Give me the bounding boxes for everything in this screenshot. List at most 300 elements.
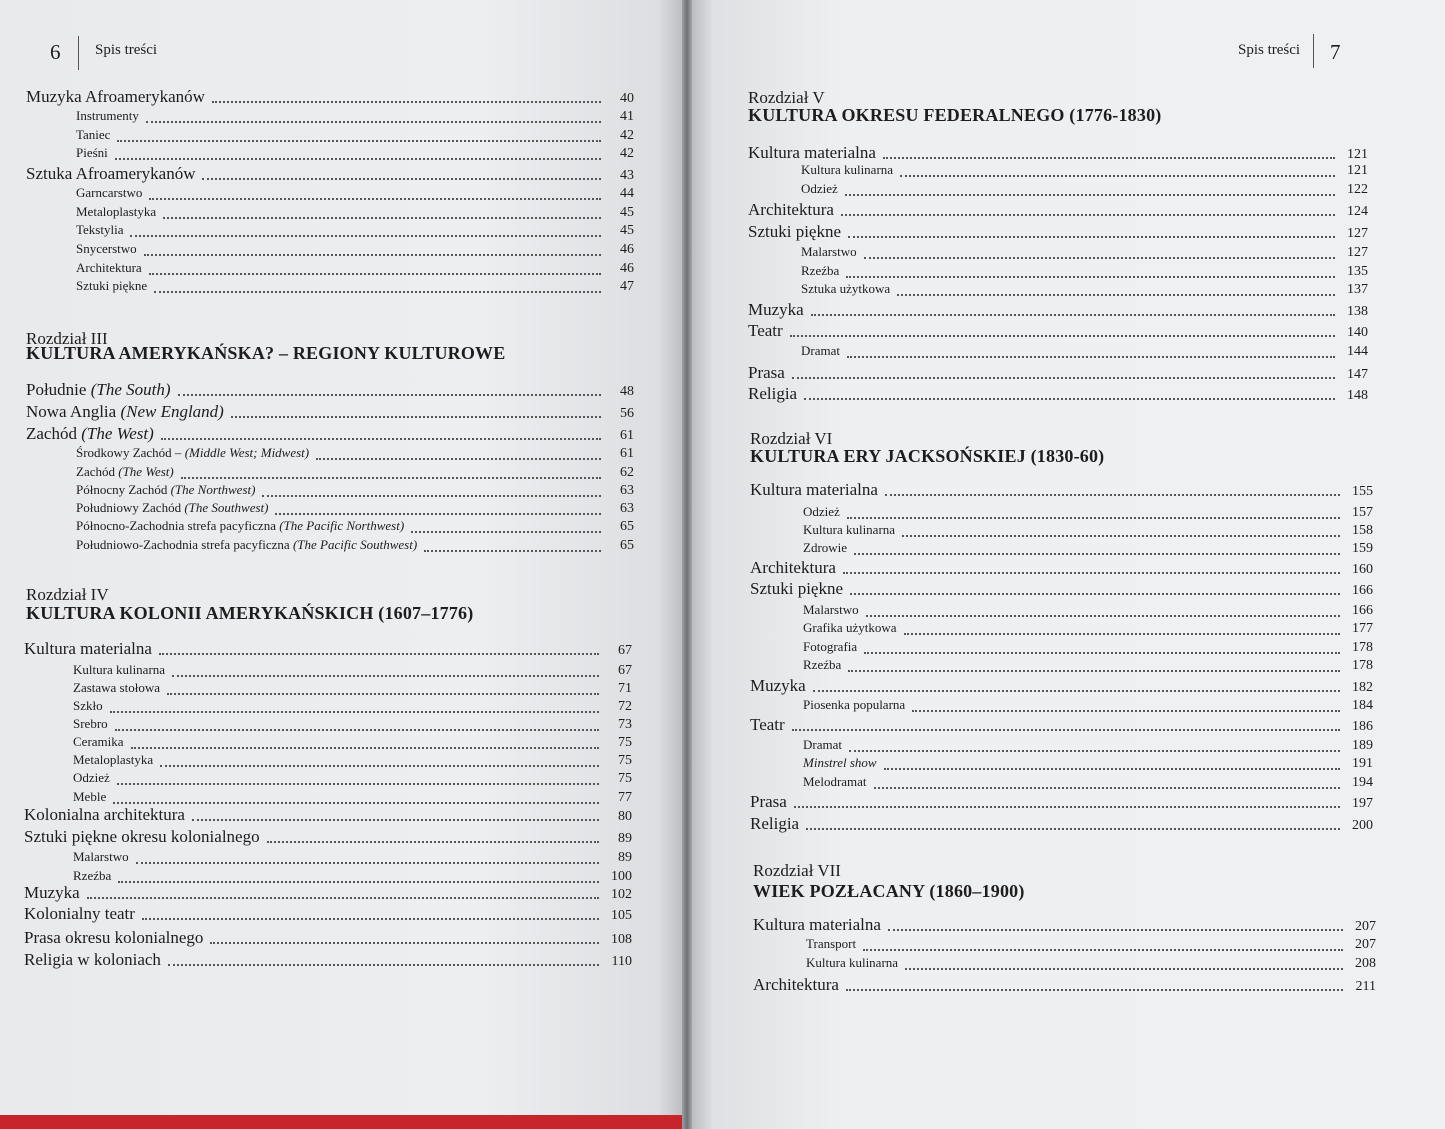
toc-entry bbox=[76, 241, 634, 258]
toc-entry-label bbox=[748, 321, 787, 341]
toc-entry bbox=[76, 145, 634, 162]
toc-entry-label bbox=[76, 185, 146, 201]
dot-leader bbox=[117, 783, 599, 785]
toc-entry-label bbox=[76, 482, 259, 498]
toc-entry-text: Północno-Zachodnia strefa pacyficzna bbox=[76, 518, 280, 533]
toc-entry-label bbox=[26, 402, 228, 422]
toc-entry-text: Kultura kulinarna bbox=[801, 162, 894, 177]
toc-entry-page: 137 bbox=[1347, 282, 1368, 297]
dot-leader bbox=[843, 572, 1340, 574]
book-gutter bbox=[682, 0, 692, 1129]
toc-entry-page: 194 bbox=[1352, 775, 1373, 790]
toc-entry-page: 42 bbox=[620, 128, 634, 143]
toc-entry-label bbox=[73, 716, 112, 732]
toc-entry-page: 208 bbox=[1355, 956, 1376, 971]
toc-entry-label bbox=[748, 300, 808, 320]
toc-entry-label bbox=[748, 200, 838, 220]
toc-entry-page: 47 bbox=[620, 279, 634, 294]
toc-entry-label bbox=[753, 915, 885, 935]
dot-leader bbox=[864, 257, 1335, 259]
toc-entry-text: Rzeźba bbox=[801, 263, 840, 278]
toc-entry bbox=[750, 814, 1373, 834]
toc-entry-text: Fotografia bbox=[803, 639, 858, 654]
toc-entry-text: Teatr bbox=[748, 321, 783, 340]
toc-entry-text: Kolonialna architektura bbox=[24, 805, 185, 824]
toc-entry bbox=[76, 537, 634, 554]
toc-entry bbox=[806, 936, 1376, 953]
toc-entry-label bbox=[24, 950, 165, 970]
dot-leader bbox=[424, 550, 601, 552]
toc-entry-text: Południowy Zachód bbox=[76, 500, 185, 515]
dot-leader bbox=[863, 949, 1343, 951]
toc-entry-label bbox=[750, 480, 882, 500]
dot-leader bbox=[144, 254, 601, 256]
toc-entry bbox=[753, 915, 1376, 935]
toc-entry-page: 108 bbox=[611, 932, 632, 947]
dot-leader bbox=[192, 819, 599, 821]
toc-entry bbox=[24, 805, 632, 825]
dot-leader bbox=[113, 802, 599, 804]
toc-entry-page: 73 bbox=[618, 717, 632, 732]
chapter-5-title: KULTURA OKRESU FEDERALNEGO (1776-1830) bbox=[748, 105, 1162, 125]
toc-entry-label bbox=[803, 657, 845, 673]
toc-entry-page: 155 bbox=[1352, 484, 1373, 499]
dot-leader bbox=[849, 750, 1340, 752]
toc-entry bbox=[803, 774, 1373, 791]
dot-leader bbox=[167, 693, 599, 695]
toc-entry-text: Architektura bbox=[753, 975, 839, 994]
dot-leader bbox=[160, 765, 599, 767]
toc-entry bbox=[76, 500, 634, 517]
toc-entry-original-title: (The South) bbox=[90, 380, 171, 399]
toc-entry-page: 127 bbox=[1347, 245, 1368, 260]
toc-entry-label bbox=[750, 715, 789, 735]
toc-entry-page: 166 bbox=[1352, 583, 1373, 598]
toc-entry bbox=[73, 770, 632, 787]
toc-entry-page: 157 bbox=[1352, 505, 1373, 520]
toc-entry bbox=[26, 424, 634, 444]
toc-entry bbox=[801, 281, 1368, 298]
toc-entry-text: Kolonialny teatr bbox=[24, 904, 135, 923]
toc-entry bbox=[750, 715, 1373, 735]
dot-leader bbox=[149, 273, 601, 275]
toc-entry-text: Zachód bbox=[26, 424, 82, 443]
toc-entry-label bbox=[750, 814, 803, 834]
toc-entry-page: 44 bbox=[620, 186, 634, 201]
toc-entry bbox=[26, 380, 634, 400]
toc-entry bbox=[73, 680, 632, 697]
dot-leader bbox=[841, 214, 1335, 216]
toc-entry-page: 41 bbox=[620, 109, 634, 124]
toc-entry-label bbox=[73, 698, 107, 714]
dot-leader bbox=[902, 535, 1340, 537]
toc-entry-page: 67 bbox=[618, 643, 632, 658]
toc-entry-original-title: (The West) bbox=[81, 424, 154, 443]
toc-entry-page: 121 bbox=[1347, 147, 1368, 162]
dot-leader bbox=[792, 729, 1340, 731]
dot-leader bbox=[231, 416, 601, 418]
chapter-3-number: Rozdział III bbox=[26, 329, 108, 348]
toc-entry bbox=[750, 579, 1373, 599]
toc-entry-label bbox=[803, 522, 899, 538]
toc-entry bbox=[73, 734, 632, 751]
toc-entry-label bbox=[748, 143, 880, 163]
chapter-7-number: Rozdział VII bbox=[753, 861, 841, 880]
dot-leader bbox=[181, 477, 601, 479]
toc-entry bbox=[748, 363, 1368, 383]
dot-leader bbox=[811, 314, 1335, 316]
toc-entry-page: 178 bbox=[1352, 640, 1373, 655]
dot-leader bbox=[262, 495, 601, 497]
toc-entry-text: Szkło bbox=[73, 698, 103, 713]
toc-entry-page: 63 bbox=[620, 483, 634, 498]
toc-entry-text: Środkowy Zachód – bbox=[76, 445, 185, 460]
dot-leader bbox=[149, 198, 601, 200]
toc-entry bbox=[803, 755, 1373, 772]
toc-entry bbox=[748, 300, 1368, 320]
toc-entry-label bbox=[750, 558, 840, 578]
toc-entry-label bbox=[76, 518, 408, 534]
toc-entry-text: Sztuki piękne bbox=[76, 278, 148, 293]
toc-entry-text: Instrumenty bbox=[76, 108, 139, 123]
toc-entry-label bbox=[803, 540, 851, 556]
dot-leader bbox=[888, 929, 1343, 931]
left-page-number: 6 bbox=[50, 40, 61, 64]
dot-leader bbox=[866, 615, 1340, 617]
toc-entry bbox=[24, 928, 632, 948]
toc-entry bbox=[748, 143, 1368, 163]
toc-entry bbox=[73, 662, 632, 679]
toc-entry-label bbox=[803, 602, 863, 618]
dot-leader bbox=[848, 236, 1335, 238]
toc-entry-label bbox=[803, 504, 844, 520]
toc-entry-text: Dramat bbox=[801, 343, 840, 358]
toc-entry-page: 124 bbox=[1347, 204, 1368, 219]
toc-entry bbox=[806, 955, 1376, 972]
toc-entry-label bbox=[76, 145, 112, 161]
toc-entry-page: 178 bbox=[1352, 658, 1373, 673]
toc-entry-text: Transport bbox=[806, 936, 857, 951]
toc-entry-label bbox=[801, 281, 894, 297]
dot-leader bbox=[168, 964, 599, 966]
toc-entry-text: Muzyka bbox=[748, 300, 804, 319]
toc-entry-text: Sztuki piękne bbox=[750, 579, 844, 598]
toc-entry-text: Odzież bbox=[801, 181, 838, 196]
dot-leader bbox=[172, 675, 599, 677]
toc-entry-label bbox=[76, 127, 114, 143]
toc-entry-page: 127 bbox=[1347, 226, 1368, 241]
toc-entry-label bbox=[76, 108, 143, 124]
toc-entry bbox=[748, 222, 1368, 242]
toc-entry bbox=[750, 480, 1373, 500]
toc-entry-text: Metaloplastyka bbox=[73, 752, 154, 767]
toc-entry-original-title: (The Pacific Northwest) bbox=[279, 518, 405, 533]
toc-entry-label bbox=[24, 928, 207, 948]
toc-entry-text: Tekstylia bbox=[76, 222, 124, 237]
toc-entry bbox=[76, 445, 634, 462]
toc-entry-original-title: (Middle West; Midwest) bbox=[184, 445, 310, 460]
toc-entry-page: 144 bbox=[1347, 344, 1368, 359]
toc-entry-label bbox=[801, 343, 844, 359]
toc-entry-text: Odzież bbox=[73, 770, 110, 785]
toc-entry-text: Architektura bbox=[748, 200, 834, 219]
left-running-head: Spis treści bbox=[95, 42, 158, 58]
dot-leader bbox=[115, 158, 601, 160]
toc-entry bbox=[73, 752, 632, 769]
toc-entry-text: Muzyka bbox=[750, 676, 806, 695]
toc-entry-original-title: (New England) bbox=[120, 402, 224, 421]
toc-entry-text: Kultura materialna bbox=[748, 143, 876, 162]
toc-entry-label bbox=[73, 680, 164, 696]
toc-entry-text: Kultura kulinarna bbox=[803, 522, 896, 537]
toc-entry-page: 61 bbox=[620, 446, 634, 461]
dot-leader bbox=[845, 194, 1335, 196]
toc-entry-page: 67 bbox=[618, 663, 632, 678]
toc-entry bbox=[24, 950, 632, 970]
toc-entry bbox=[803, 620, 1373, 637]
toc-entry-page: 122 bbox=[1347, 182, 1368, 197]
chapter-6-title: KULTURA ERY JACKSOŃSKIEJ (1830-60) bbox=[750, 446, 1105, 466]
dot-leader bbox=[806, 828, 1340, 830]
toc-entry-page: 207 bbox=[1355, 937, 1376, 952]
toc-entry-label bbox=[803, 620, 901, 636]
toc-entry-label bbox=[748, 384, 801, 404]
toc-entry-text: Południowo-Zachodnia strefa pacyficzna bbox=[76, 537, 293, 552]
toc-entry-text: Teatr bbox=[750, 715, 785, 734]
toc-entry-label bbox=[26, 164, 199, 184]
dot-leader bbox=[267, 841, 599, 843]
toc-entry-label bbox=[73, 849, 133, 865]
toc-entry-text: Malarstwo bbox=[801, 244, 857, 259]
toc-entry bbox=[803, 697, 1373, 714]
dot-leader bbox=[210, 942, 599, 944]
toc-entry-page: 46 bbox=[620, 242, 634, 257]
toc-entry bbox=[801, 162, 1368, 179]
toc-entry-label bbox=[26, 424, 158, 444]
toc-entry-text: Muzyka Afroamerykanów bbox=[26, 87, 205, 106]
toc-entry-label bbox=[24, 639, 156, 659]
toc-entry-text: Kultura kulinarna bbox=[73, 662, 166, 677]
dot-leader bbox=[115, 729, 599, 731]
toc-entry bbox=[76, 204, 634, 221]
dot-leader bbox=[904, 633, 1341, 635]
toc-entry bbox=[750, 792, 1373, 812]
toc-entry-label bbox=[750, 579, 847, 599]
dot-leader bbox=[850, 593, 1340, 595]
dot-leader bbox=[154, 291, 601, 293]
toc-entry-label bbox=[76, 204, 160, 220]
dot-leader bbox=[846, 989, 1343, 991]
toc-entry-page: 207 bbox=[1355, 919, 1376, 934]
toc-entry-label bbox=[24, 805, 189, 825]
toc-entry bbox=[73, 789, 632, 806]
toc-entry-label bbox=[24, 827, 264, 847]
toc-entry-page: 63 bbox=[620, 501, 634, 516]
toc-entry-page: 56 bbox=[620, 406, 634, 421]
toc-entry-page: 71 bbox=[618, 681, 632, 696]
toc-entry bbox=[24, 639, 632, 659]
toc-entry bbox=[24, 883, 632, 903]
toc-entry-text: Malarstwo bbox=[803, 602, 859, 617]
toc-entry bbox=[801, 181, 1368, 198]
toc-entry-page: 211 bbox=[1355, 979, 1376, 994]
toc-entry bbox=[803, 540, 1373, 557]
toc-entry-label bbox=[801, 181, 842, 197]
toc-entry-page: 182 bbox=[1352, 680, 1373, 695]
toc-entry-text: Dramat bbox=[803, 737, 842, 752]
toc-entry-text: Zachód bbox=[76, 464, 119, 479]
dot-leader bbox=[847, 517, 1340, 519]
dot-leader bbox=[161, 438, 601, 440]
toc-entry-page: 110 bbox=[611, 954, 632, 969]
toc-entry-text: Prasa bbox=[750, 792, 787, 811]
toc-entry bbox=[748, 384, 1368, 404]
toc-entry-page: 105 bbox=[611, 908, 632, 923]
dot-leader bbox=[883, 157, 1335, 159]
toc-entry-text: Religia bbox=[748, 384, 798, 403]
toc-entry-text: Muzyka bbox=[24, 883, 80, 902]
toc-entry-text: Nowa Anglia bbox=[26, 402, 121, 421]
chapter-5-number: Rozdział V bbox=[748, 88, 825, 107]
toc-entry-text: Kultura materialna bbox=[753, 915, 881, 934]
dot-leader bbox=[136, 862, 599, 864]
chapter-3-title: KULTURA AMERYKAŃSKA? – REGIONY KULTUROWE bbox=[26, 343, 506, 363]
toc-entry bbox=[801, 263, 1368, 280]
dot-leader bbox=[142, 918, 599, 920]
toc-entry-text: Malarstwo bbox=[73, 849, 129, 864]
toc-entry-label bbox=[24, 883, 84, 903]
toc-entry-label bbox=[76, 241, 141, 257]
toc-entry-label bbox=[73, 662, 169, 678]
toc-entry bbox=[750, 676, 1373, 696]
toc-entry bbox=[24, 904, 632, 924]
dot-leader bbox=[848, 670, 1340, 672]
dot-leader bbox=[813, 690, 1340, 692]
toc-entry-text: Kultura materialna bbox=[750, 480, 878, 499]
toc-entry-page: 138 bbox=[1347, 304, 1368, 319]
toc-entry-text: Prasa okresu kolonialnego bbox=[24, 928, 204, 947]
toc-entry-page: 61 bbox=[620, 428, 634, 443]
toc-entry bbox=[803, 504, 1373, 521]
toc-entry-text: Ceramika bbox=[73, 734, 124, 749]
toc-entry bbox=[76, 518, 634, 535]
toc-entry-text: Północny Zachód bbox=[76, 482, 171, 497]
toc-entry-page: 135 bbox=[1347, 264, 1368, 279]
toc-entry-label bbox=[806, 936, 860, 952]
toc-entry-original-title: (The Southwest) bbox=[184, 500, 269, 515]
toc-entry-page: 48 bbox=[620, 384, 634, 399]
dot-leader bbox=[87, 897, 599, 899]
toc-entry-text: Rzeźba bbox=[803, 657, 842, 672]
toc-entry-text: Taniec bbox=[76, 127, 111, 142]
toc-entry-text: Architektura bbox=[750, 558, 836, 577]
toc-entry-label bbox=[76, 445, 313, 461]
toc-entry-label bbox=[748, 363, 789, 383]
toc-entry-page: 184 bbox=[1352, 698, 1373, 713]
toc-entry-page: 75 bbox=[618, 771, 632, 786]
dot-leader bbox=[847, 356, 1335, 358]
toc-entry bbox=[803, 602, 1373, 619]
toc-entry-page: 45 bbox=[620, 205, 634, 220]
toc-entry-label bbox=[73, 752, 157, 768]
toc-entry-page: 121 bbox=[1347, 163, 1368, 178]
toc-entry-text: Garncarstwo bbox=[76, 185, 143, 200]
toc-entry-page: 158 bbox=[1352, 523, 1373, 538]
toc-entry-text: Południe bbox=[26, 380, 91, 399]
dot-leader bbox=[131, 747, 599, 749]
dot-leader bbox=[792, 377, 1335, 379]
dot-leader bbox=[178, 394, 602, 396]
toc-entry-page: 65 bbox=[620, 519, 634, 534]
toc-entry-page: 62 bbox=[620, 465, 634, 480]
toc-entry bbox=[803, 737, 1373, 754]
toc-entry-page: 65 bbox=[620, 538, 634, 553]
toc-entry-page: 166 bbox=[1352, 603, 1373, 618]
toc-entry-label bbox=[73, 734, 128, 750]
toc-entry-page: 186 bbox=[1352, 719, 1373, 734]
toc-entry-page: 42 bbox=[620, 146, 634, 161]
toc-entry bbox=[76, 222, 634, 239]
toc-entry-label bbox=[76, 278, 151, 294]
chapter-4-title: KULTURA KOLONII AMERYKAŃSKICH (1607–1776) bbox=[26, 603, 474, 623]
left-header-divider bbox=[78, 36, 79, 70]
toc-entry-text: Grafika użytkowa bbox=[803, 620, 897, 635]
toc-entry-label bbox=[803, 697, 909, 713]
toc-entry-page: 100 bbox=[611, 869, 632, 884]
toc-entry-page: 159 bbox=[1352, 541, 1373, 556]
dot-leader bbox=[790, 335, 1335, 337]
toc-entry-text: Sztuka Afroamerykanów bbox=[26, 164, 196, 183]
toc-entry-page: 191 bbox=[1352, 756, 1373, 771]
toc-entry-label bbox=[803, 737, 846, 753]
toc-entry-page: 177 bbox=[1352, 621, 1373, 636]
toc-entry-label bbox=[76, 464, 178, 480]
dot-leader bbox=[316, 458, 601, 460]
toc-entry bbox=[73, 698, 632, 715]
toc-entry bbox=[76, 127, 634, 144]
dot-leader bbox=[804, 398, 1335, 400]
dot-leader bbox=[110, 711, 599, 713]
toc-entry-page: 80 bbox=[618, 809, 632, 824]
toc-entry-page: 43 bbox=[620, 168, 634, 183]
toc-entry-text: Kultura kulinarna bbox=[806, 955, 899, 970]
toc-entry bbox=[748, 200, 1368, 220]
toc-entry-label bbox=[24, 904, 139, 924]
dot-leader bbox=[794, 806, 1340, 808]
toc-entry bbox=[76, 185, 634, 202]
toc-entry-label bbox=[750, 676, 810, 696]
toc-entry bbox=[748, 321, 1368, 341]
dot-leader bbox=[864, 652, 1340, 654]
toc-entry-label bbox=[806, 955, 902, 971]
toc-entry-text: Zastawa stołowa bbox=[73, 680, 161, 695]
toc-entry-page: 102 bbox=[611, 887, 632, 902]
toc-entry-page: 147 bbox=[1347, 367, 1368, 382]
dot-leader bbox=[146, 121, 601, 123]
toc-entry-text: Meble bbox=[73, 789, 107, 804]
toc-entry-page: 148 bbox=[1347, 388, 1368, 403]
dot-leader bbox=[130, 235, 601, 237]
toc-entry bbox=[750, 558, 1373, 578]
toc-entry-text: Odzież bbox=[803, 504, 840, 519]
dot-leader bbox=[846, 276, 1335, 278]
toc-entry bbox=[76, 260, 634, 277]
toc-entry-page: 160 bbox=[1352, 562, 1373, 577]
toc-entry-page: 189 bbox=[1352, 738, 1373, 753]
dot-leader bbox=[854, 553, 1340, 555]
toc-entry-label bbox=[73, 789, 110, 805]
toc-entry-page: 46 bbox=[620, 261, 634, 276]
